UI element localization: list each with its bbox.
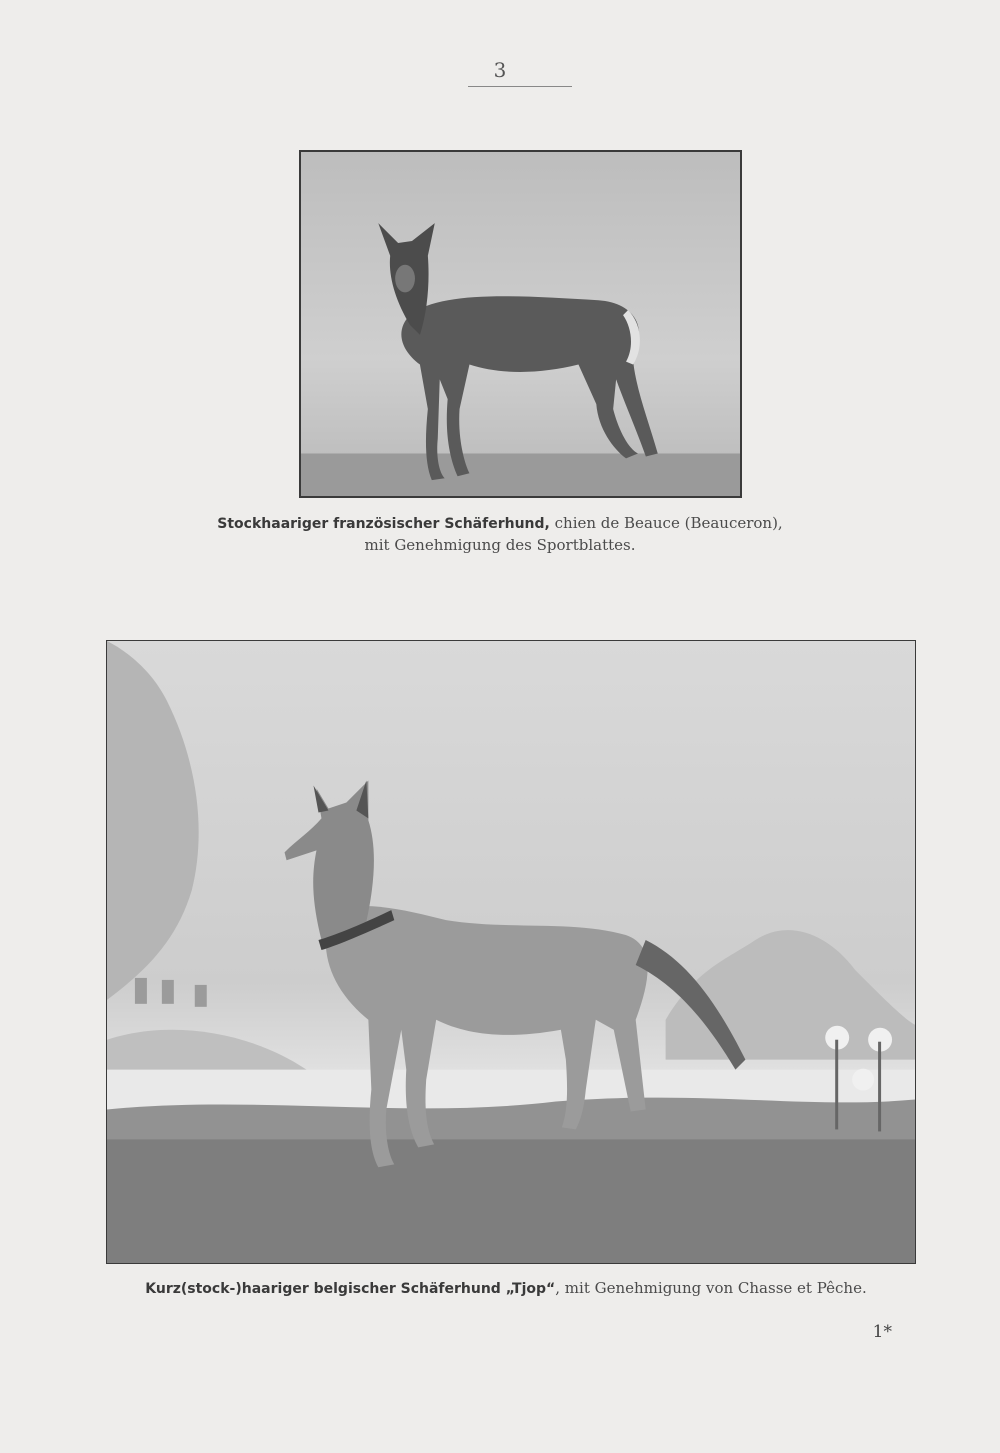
page-number-rule xyxy=(468,86,572,87)
caption-figure-1 xyxy=(0,513,1000,556)
caption-2-bold: Kurz(stock-)haariger belgischer Schäferhund „Tjop“ xyxy=(145,1281,556,1297)
caption-2-regular: , mit Genehmigung von Chasse et Pêche. xyxy=(555,1279,867,1297)
caption-1-regular: chien de Beauce (Beauceron), xyxy=(549,514,783,532)
beauceron-dog-illustration xyxy=(301,152,740,496)
photo-tjop xyxy=(106,640,916,1264)
signature-mark: 1* xyxy=(872,1322,892,1342)
caption-1-line2: mit Genehmigung des Sportblattes. xyxy=(364,536,636,554)
photo-beauceron xyxy=(299,150,742,498)
caption-1-bold: Stockhaariger französischer Schäferhund, xyxy=(217,516,550,532)
belgian-shepherd-illustration xyxy=(107,641,915,1263)
page-number: 3 xyxy=(493,58,507,82)
caption-figure-2 xyxy=(6,1278,1000,1300)
